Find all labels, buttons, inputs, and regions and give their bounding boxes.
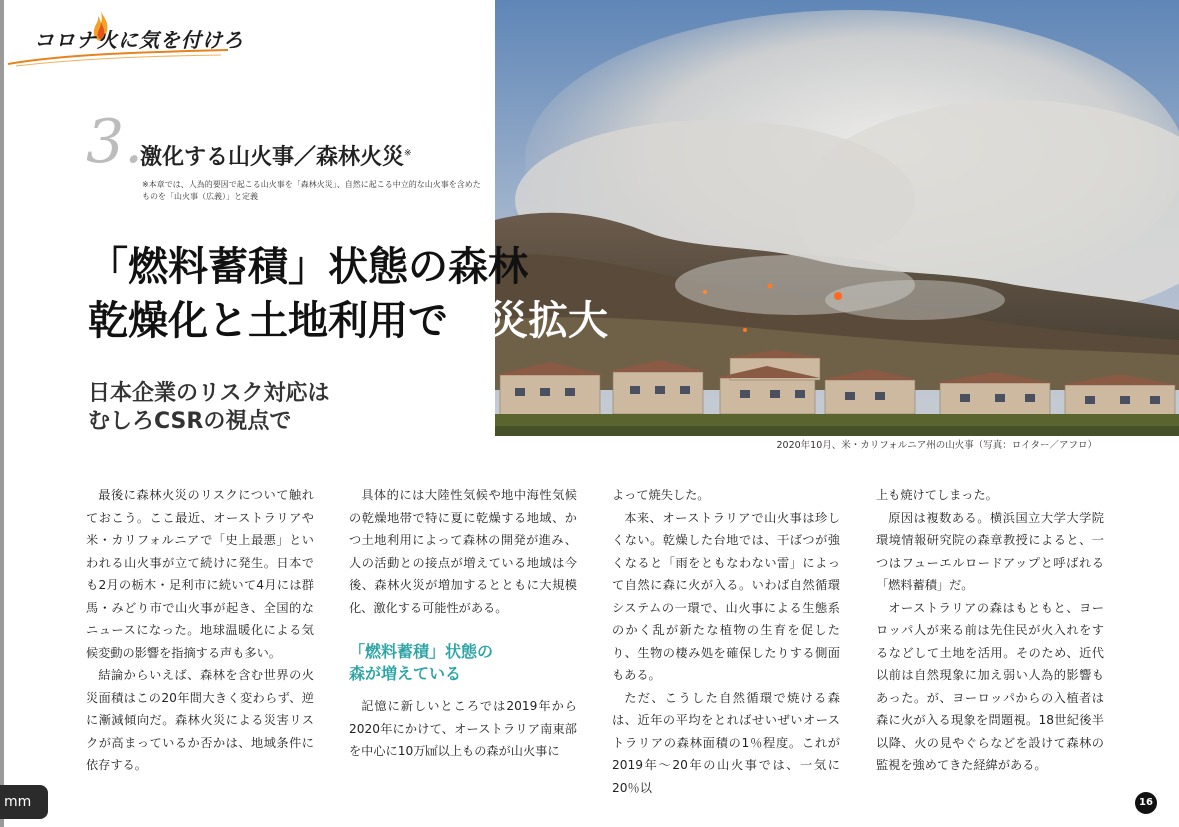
headline bbox=[88, 240, 608, 348]
section-title-text: 激化する山火事／森林火災 bbox=[140, 145, 405, 170]
headline-line-2-light: 火災拡大 bbox=[448, 298, 608, 344]
paragraph: 原因は複数ある。横浜国立大学大学院環境情報研究院の森章教授によると、一つはフューエルロードアップと呼ばれる「燃料蓄積」だ。 bbox=[876, 510, 1104, 592]
headline-line-1: 「燃料蓄積」状態の森林 bbox=[88, 244, 528, 290]
paragraph: 最後に森林火災のリスクについて触れておこう。ここ最近、オーストラリアや米・カリフォルニアで「史上最悪」といわれる山火事が立て続けに発生。日本でも2月の栃木・足利市に続いて4月には群馬・みどり市で山火事が起き、全国的なニュースになった。地球温暖化による気候変動の影響を指摘する声も多い。 bbox=[86, 488, 314, 660]
page-edge bbox=[0, 0, 4, 827]
paragraph: よって焼失した。 bbox=[612, 488, 710, 502]
photo-caption: 2020年10月、米・カリフォルニア州の山火事（写真：ロイター／アフロ） bbox=[776, 440, 1097, 451]
section-title bbox=[140, 140, 412, 171]
body-column-3 bbox=[612, 484, 840, 799]
subheadline-line-1: 日本企業のリスク対応は bbox=[88, 381, 330, 406]
column-subheading-line-1: 「燃料蓄積」状態の bbox=[349, 642, 494, 661]
paragraph: ただ、こうした自然循環で焼ける森は、近年の平均をとればせいぜいオーストラリアの森林面積の1％程度。これが2019年～20年の山火事では、一気に20％以 bbox=[612, 690, 840, 795]
paragraph: 結論からいえば、森林を含む世界の火災面積はこの20年間大きく変わらず、逆に漸減傾向だ。森林火災による災害リスクが高まっているか否かは、地域条件に依存する。 bbox=[86, 668, 314, 772]
body-column-4 bbox=[876, 484, 1104, 777]
body-column-1 bbox=[86, 484, 314, 777]
headline-line-2 bbox=[88, 294, 608, 348]
paragraph: オーストラリアの森はもともと、ヨーロッパ人が来る前は先住民が火入れをするなどして土地を活用。そのため、近代以前は自然現象に加え弱い人為的影響もあった。が、ヨーロッパからの入植者は森に火が入る現象を問題視。18世紀後半以降、火の見やぐらなどを設けて森林の監視を強めてきた経緯がある。 bbox=[876, 600, 1104, 772]
brand-title: コロナ火に気を付けろ bbox=[34, 28, 244, 52]
paragraph: 上も焼けてしまった。 bbox=[876, 488, 998, 502]
headline-line-2-dark: 乾燥化と土地利用で bbox=[88, 298, 448, 344]
subheadline bbox=[88, 380, 330, 436]
body-column-2 bbox=[349, 484, 577, 763]
section-number: 3. bbox=[86, 107, 144, 177]
page-number: 16 bbox=[1135, 792, 1157, 814]
section-title-mark: ※ bbox=[404, 148, 412, 159]
section-note: ※本章では、人為的要因で起こる山火事を「森林火災」、自然に起こる中立的な山火事を含めたものを「山火事（広義）」と定義 bbox=[142, 180, 481, 201]
paragraph: 具体的には大陸性気候や地中海性気候の乾燥地帯で特に夏に乾燥する地域、かつ土地利用によって森林の開発が進み、人の活動との接点が増えている地域は今後、森林火災が増加するとともに大規模化、激化する可能性がある。 bbox=[349, 488, 577, 615]
brand-underline bbox=[6, 48, 231, 68]
unit-toggle-button[interactable]: mm bbox=[0, 785, 48, 819]
wildfire-photo bbox=[495, 0, 1179, 436]
column-subheading-line-2: 森が増えている bbox=[349, 664, 462, 683]
paragraph: 本来、オーストラリアで山火事は珍しくない。乾燥した台地では、干ばつが強くなると「雨をともなわない雷」によって自然に森に火が入る。いわば自然循環システムの一環で、山火事による生態系のかく乱が新たな植物の生育を促したり、生物の棲み処を確保したりする側面もある。 bbox=[612, 510, 840, 682]
subheadline-line-2: むしろCSRの視点で bbox=[88, 409, 292, 434]
paragraph: 記憶に新しいところでは2019年から2020年にかけて、オーストラリア南東部を中心に10万㎢以上もの森が山火事に bbox=[349, 699, 577, 758]
column-subheading bbox=[349, 641, 577, 685]
